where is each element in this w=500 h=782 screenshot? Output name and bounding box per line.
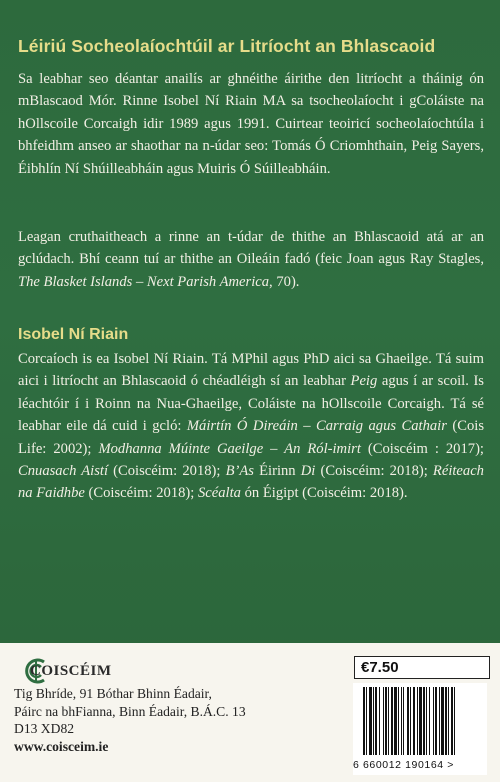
book-title: Léiriú Socheolaíochtúil ar Litríocht an Bhlascaoid [18, 36, 436, 56]
italic-book-title: Di [300, 463, 316, 480]
description-paragraph: Sa leabhar seo déantar anailís ar ghnéithe áirithe den litríocht a tháinig ón mBlascaod Mór. Rinne Isobel Ní Riain MA sa tsocheolaíocht i gColáiste na hOllscoile Corcaigh idir 1989 agus 1991. Cuirtear teoiricí socheolaíochtúla i bhfeidhm anseo ar shaothar na n-údar seo: Tomás Ó Criomhthain, Peig Sayers, Éibhlín Ní Shúilleabháin agus Muiris Ó Súilleabháin. [18, 71, 484, 177]
barcode [353, 683, 487, 775]
text-run: (Coiscéim : 2017); [360, 440, 484, 457]
price-label: €7.50 [354, 656, 490, 679]
text-run: (Cois Life: 2002); [18, 418, 485, 457]
text-run: (Coiscéim: 2018); [84, 485, 198, 502]
text-run: Éirinn [253, 463, 301, 480]
publisher-website: www.coisceim.ie [14, 738, 109, 754]
address-line: Tig Bhríde, 91 Bóthar Bhinn Éadair, [14, 686, 212, 701]
text-run: agus í ar scoil. Is léachtóir í i Roinn na Nua-Ghaeilge, Coláiste na hOllscoile Corcaigh. Tá sé leabhar eile dá cuid i gcló: [18, 373, 484, 435]
italic-book-title: Peig [350, 373, 378, 390]
text-run: , 70). [269, 273, 300, 290]
italic-book-title: The Blasket Islands – Next Parish America [18, 273, 270, 290]
italic-book-title: Modhanna Múinte Gaeilge – An Ról-imirt [98, 440, 361, 457]
address-line: D13 XD82 [14, 721, 75, 737]
publisher-footer [0, 643, 500, 782]
text-run: (Coiscéim: 2018); [315, 463, 433, 480]
italic-book-title: Cnuasach Aistí [18, 463, 109, 480]
author-bio-paragraph [18, 348, 484, 505]
address-line: Páirc na bhFianna, Binn Éadair, B.Á.C. 13 [14, 703, 246, 719]
author-heading: Isobel Ní Riain [18, 326, 129, 343]
cover-note-paragraph [18, 226, 484, 293]
text-run: Corcaíoch is ea Isobel Ní Riain. Tá MPhil agus PhD aici sa Ghaeilge. Tá suim aici i litríocht an Bhlascaoid ó chéadléigh sí an leabhar [18, 351, 484, 390]
italic-book-title: B’As [225, 463, 254, 480]
text-run: ón Éigipt (Coiscéim: 2018). [240, 485, 408, 502]
italic-book-title: Réiteach na Faidhbe [18, 463, 484, 502]
text-run: (Coiscéim: 2018); [108, 463, 226, 480]
text-run: Leagan cruthaitheach a rinne an t-údar de thithe an Bhlascaoid atá ar an gclúdach. Bhí ceann tuí ar thithe an Oileáin fadó (feic Joan agus Ray Stagles, [18, 229, 484, 268]
italic-book-title: Máirtín Ó Direáin – Carraig agus Cathair [186, 418, 447, 435]
barcode-bars-icon [353, 683, 487, 759]
italic-book-title: Scéalta [197, 485, 241, 502]
publisher-address [14, 685, 246, 755]
barcode-number: 6 660012 190164 > [353, 759, 454, 771]
publisher-name: COISCÉIM [30, 663, 112, 679]
